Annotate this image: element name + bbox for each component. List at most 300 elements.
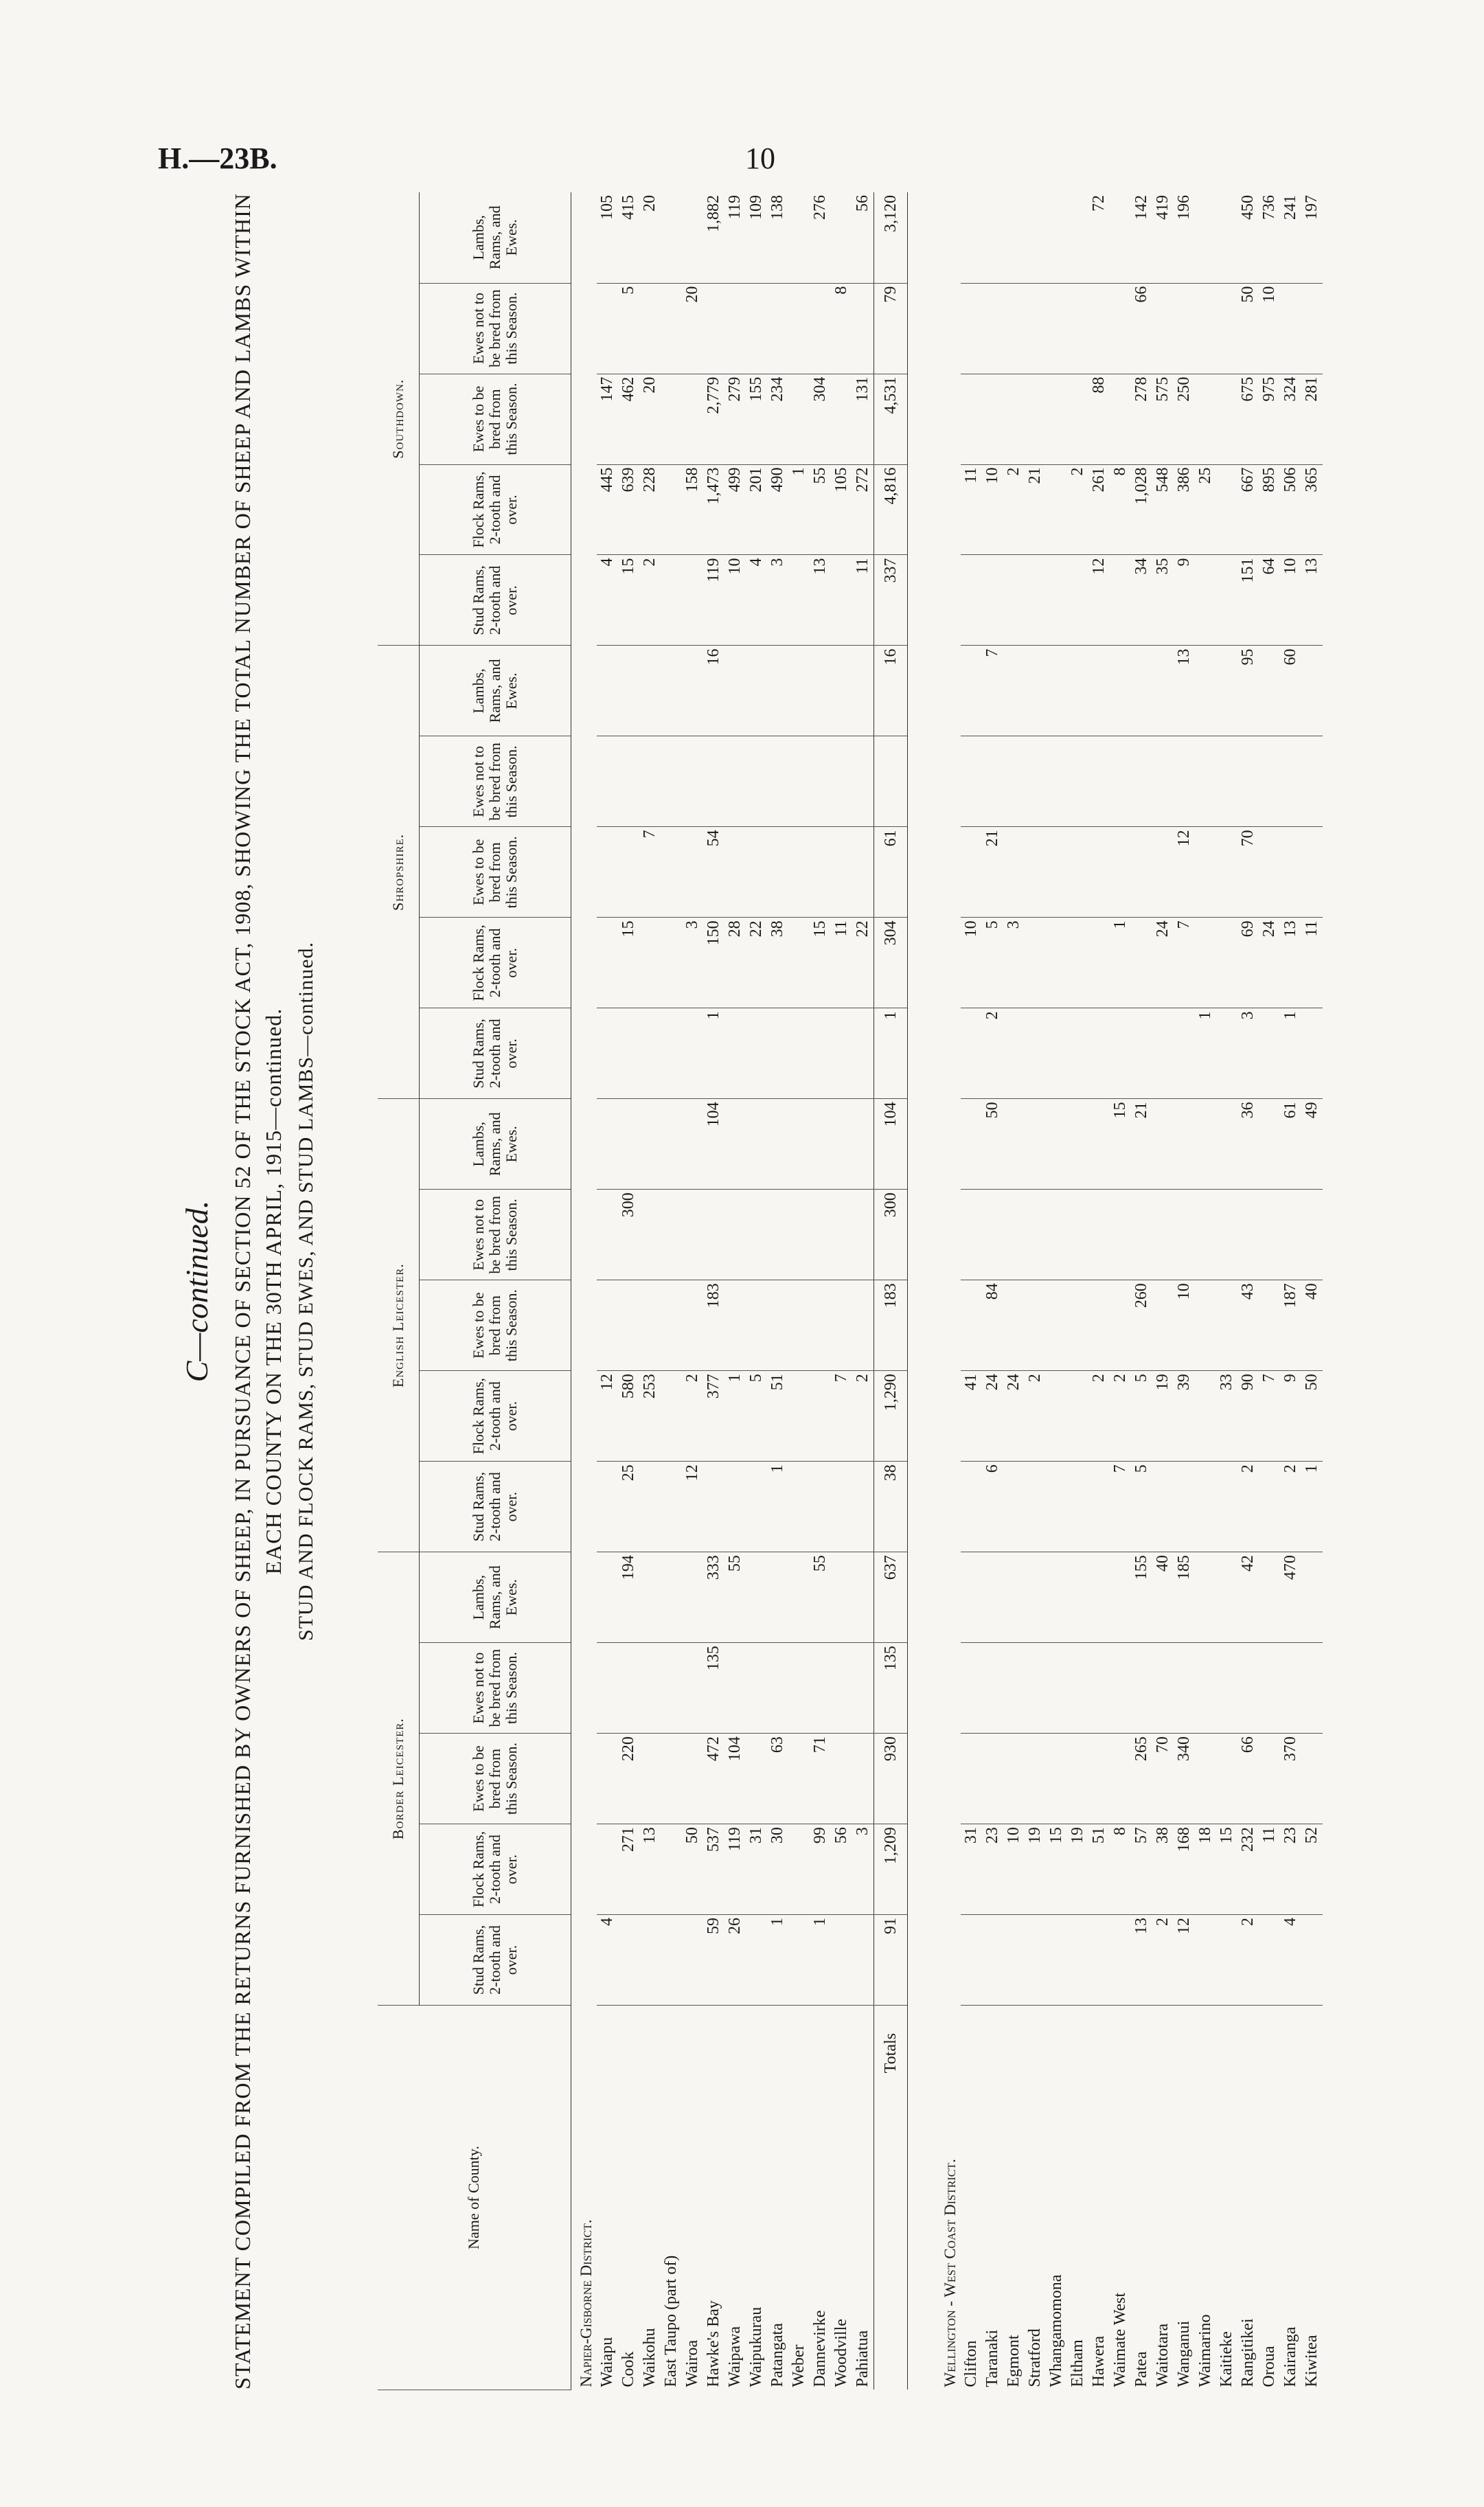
county-row xyxy=(661,192,682,2390)
value-cell xyxy=(1174,1643,1195,1734)
total-cell: 38 xyxy=(874,1462,908,1552)
value-cell xyxy=(682,1643,703,1734)
value-cell xyxy=(746,283,767,374)
value-cell xyxy=(767,1190,788,1280)
value-cell: 21 xyxy=(1131,1099,1152,1190)
value-cell: 3 xyxy=(1003,918,1025,1008)
value-cell: 24 xyxy=(1003,1371,1025,1462)
value-cell xyxy=(661,918,682,1008)
value-cell xyxy=(982,1643,1003,1734)
value-cell xyxy=(597,1099,618,1190)
county-name: Waimarino xyxy=(1196,2314,1214,2387)
value-cell: 10 xyxy=(1174,1280,1195,1371)
value-cell xyxy=(661,1099,682,1190)
value-cell xyxy=(661,464,682,555)
value-cell xyxy=(1067,374,1088,464)
value-cell xyxy=(1067,1915,1088,2006)
value-cell: 1 xyxy=(810,1915,831,2006)
value-cell xyxy=(1067,1371,1088,1462)
value-cell: 57 xyxy=(1131,1824,1152,1915)
value-cell xyxy=(831,555,852,646)
value-cell: 39 xyxy=(1174,1371,1195,1462)
value-cell xyxy=(1088,827,1110,918)
value-cell: 15 xyxy=(1216,1824,1237,1915)
value-cell xyxy=(746,1462,767,1552)
county-row xyxy=(1110,192,1131,2390)
value-cell xyxy=(1216,646,1237,736)
value-cell xyxy=(661,192,682,283)
value-cell xyxy=(1003,283,1025,374)
value-cell xyxy=(1025,1280,1046,1371)
value-cell xyxy=(788,374,810,464)
value-cell xyxy=(597,1824,618,1915)
subcolumn-header: Ewes not to be bred from this Season. xyxy=(420,283,571,374)
value-cell: 138 xyxy=(767,192,788,283)
value-cell xyxy=(1301,646,1323,736)
value-cell: 52 xyxy=(1301,1824,1323,1915)
value-cell xyxy=(1259,1552,1280,1643)
value-cell: 11 xyxy=(1259,1824,1280,1915)
value-cell: 5 xyxy=(1131,1371,1152,1462)
value-cell: 95 xyxy=(1237,646,1259,736)
value-cell xyxy=(1280,1643,1301,1734)
value-cell xyxy=(767,646,788,736)
value-cell xyxy=(597,1552,618,1643)
value-cell xyxy=(1046,646,1067,736)
value-cell: 13 xyxy=(810,555,831,646)
value-cell xyxy=(831,1462,852,1552)
section-subtitle: STUD AND FLOCK RAMS, STUD EWES, AND STUD LAMBS—continued. xyxy=(294,942,317,1641)
value-cell xyxy=(682,1008,703,1099)
value-cell xyxy=(1110,827,1131,918)
value-cell xyxy=(618,1008,639,1099)
value-cell xyxy=(639,1280,661,1371)
value-cell: 69 xyxy=(1237,918,1259,1008)
value-cell xyxy=(961,1552,982,1643)
value-cell xyxy=(1110,736,1131,827)
subcolumn-header: Flock Rams, 2-tooth and over. xyxy=(420,918,571,1008)
value-cell xyxy=(810,283,831,374)
value-cell xyxy=(1003,1643,1025,1734)
total-cell: 930 xyxy=(874,1734,908,1824)
subcolumn-header: Stud Rams, 2-tooth and over. xyxy=(420,1915,571,2006)
total-cell: 337 xyxy=(874,555,908,646)
value-cell xyxy=(1195,192,1216,283)
value-cell xyxy=(1003,1462,1025,1552)
value-cell xyxy=(788,555,810,646)
value-cell: 88 xyxy=(1088,374,1110,464)
statement-title: STATEMENT COMPILED FROM THE RETURNS FURNISHED BY OWNERS OF SHEEP, IN PURSUANCE OF SECTION 52 OF THE STOCK ACT, 1908, SHOWING THE TOTAL NUMBER OF SHEEP AND LAMBS WITHIN EACH COUNTY ON THE 30TH APRIL, 1915—continued. xyxy=(230,193,286,2390)
subcolumn-header: Ewes to be bred from this Season. xyxy=(420,827,571,918)
value-cell xyxy=(661,555,682,646)
subcolumn-header: Stud Rams, 2-tooth and over. xyxy=(420,1462,571,1552)
rotated-page-body xyxy=(179,192,1321,2390)
value-cell xyxy=(1067,1280,1088,1371)
value-cell xyxy=(1046,283,1067,374)
value-cell: 11 xyxy=(961,464,982,555)
value-cell: 84 xyxy=(982,1280,1003,1371)
value-cell xyxy=(1088,646,1110,736)
value-cell xyxy=(1195,1643,1216,1734)
value-cell xyxy=(746,646,767,736)
county-name: Waikohu xyxy=(641,2328,659,2387)
value-cell xyxy=(1003,1280,1025,1371)
value-cell xyxy=(831,827,852,918)
value-cell: 11 xyxy=(831,918,852,1008)
value-cell xyxy=(1003,1099,1025,1190)
value-cell xyxy=(1259,1915,1280,2006)
value-cell: 490 xyxy=(767,464,788,555)
value-cell xyxy=(788,827,810,918)
total-cell: 4,816 xyxy=(874,464,908,555)
value-cell: 72 xyxy=(1088,192,1110,283)
value-cell xyxy=(1088,918,1110,1008)
value-cell xyxy=(661,1643,682,1734)
value-cell xyxy=(724,1462,746,1552)
value-cell: 66 xyxy=(1237,1734,1259,1824)
value-cell xyxy=(1046,1915,1067,2006)
value-cell: 21 xyxy=(1025,464,1046,555)
value-cell xyxy=(1259,1280,1280,1371)
value-cell: 419 xyxy=(1152,192,1174,283)
value-cell: 548 xyxy=(1152,464,1174,555)
value-cell xyxy=(788,1462,810,1552)
value-cell xyxy=(1216,464,1237,555)
total-cell: 16 xyxy=(874,646,908,736)
value-cell: 197 xyxy=(1301,192,1323,283)
value-cell: 40 xyxy=(1152,1552,1174,1643)
county-row xyxy=(788,192,810,2390)
value-cell: 2 xyxy=(1025,1371,1046,1462)
value-cell xyxy=(961,1915,982,2006)
value-cell: 281 xyxy=(1301,374,1323,464)
value-cell xyxy=(788,736,810,827)
value-cell xyxy=(1067,1008,1088,1099)
value-cell xyxy=(1067,1462,1088,1552)
value-cell: 241 xyxy=(1280,192,1301,283)
value-cell xyxy=(724,1280,746,1371)
value-cell xyxy=(852,827,874,918)
county-name: Clifton xyxy=(962,2340,980,2387)
value-cell xyxy=(661,374,682,464)
value-cell xyxy=(1131,918,1152,1008)
breed-group-header: English Leicester. xyxy=(378,1099,420,1552)
value-cell: 158 xyxy=(682,464,703,555)
value-cell xyxy=(703,1462,724,1552)
value-cell xyxy=(810,1190,831,1280)
county-row xyxy=(1046,192,1067,2390)
value-cell: 50 xyxy=(1237,283,1259,374)
value-cell xyxy=(1088,1915,1110,2006)
value-cell xyxy=(597,1008,618,1099)
value-cell: 5 xyxy=(982,918,1003,1008)
value-cell xyxy=(1259,1643,1280,1734)
value-cell: 155 xyxy=(746,374,767,464)
value-cell: 2 xyxy=(1003,464,1025,555)
value-cell xyxy=(597,1190,618,1280)
value-cell xyxy=(661,827,682,918)
value-cell xyxy=(810,736,831,827)
value-cell xyxy=(746,827,767,918)
value-cell xyxy=(682,827,703,918)
breed-group-header: Southdown. xyxy=(378,192,420,646)
value-cell xyxy=(1025,736,1046,827)
value-cell: 1 xyxy=(1195,1008,1216,1099)
value-cell xyxy=(661,1552,682,1643)
county-row xyxy=(1088,192,1110,2390)
value-cell xyxy=(831,1734,852,1824)
value-cell xyxy=(1216,374,1237,464)
value-cell xyxy=(1259,1099,1280,1190)
value-cell: 6 xyxy=(982,1462,1003,1552)
value-cell xyxy=(661,1008,682,1099)
value-cell: 105 xyxy=(831,464,852,555)
value-cell xyxy=(1067,1734,1088,1824)
value-cell xyxy=(1301,283,1323,374)
value-cell xyxy=(1216,1643,1237,1734)
value-cell: 415 xyxy=(618,192,639,283)
value-cell xyxy=(1088,1280,1110,1371)
value-cell xyxy=(746,1643,767,1734)
value-cell: 340 xyxy=(1174,1734,1195,1824)
value-cell xyxy=(1174,736,1195,827)
value-cell xyxy=(1195,918,1216,1008)
value-cell xyxy=(982,1734,1003,1824)
value-cell xyxy=(1195,374,1216,464)
value-cell xyxy=(661,283,682,374)
value-cell: 7 xyxy=(1259,1371,1280,1462)
continued-label: C—continued. xyxy=(179,1200,214,1383)
value-cell xyxy=(597,1643,618,1734)
value-cell xyxy=(1195,1099,1216,1190)
value-cell xyxy=(682,646,703,736)
value-cell: 1,882 xyxy=(703,192,724,283)
value-cell xyxy=(1280,283,1301,374)
value-cell: 1 xyxy=(1280,1008,1301,1099)
value-cell xyxy=(1301,827,1323,918)
value-cell xyxy=(1259,736,1280,827)
value-cell xyxy=(597,283,618,374)
subcolumn-header: Lambs, Rams, and Ewes. xyxy=(420,646,571,736)
value-cell xyxy=(682,192,703,283)
value-cell xyxy=(961,1643,982,1734)
value-cell: 13 xyxy=(639,1824,661,1915)
page-number: 10 xyxy=(745,141,775,175)
value-cell: 56 xyxy=(831,1824,852,1915)
value-cell xyxy=(1067,1552,1088,1643)
value-cell: 13 xyxy=(1131,1915,1152,2006)
value-cell: 50 xyxy=(1301,1371,1323,1462)
value-cell: 3 xyxy=(682,918,703,1008)
value-cell xyxy=(1110,646,1131,736)
value-cell: 10 xyxy=(1280,555,1301,646)
value-cell xyxy=(852,1190,874,1280)
value-cell: 90 xyxy=(1237,1371,1259,1462)
county-name: Waitotara xyxy=(1154,2323,1172,2387)
total-cell: 183 xyxy=(874,1280,908,1371)
value-cell xyxy=(1280,1190,1301,1280)
value-cell xyxy=(1174,1099,1195,1190)
value-cell: 196 xyxy=(1174,192,1195,283)
value-cell: 36 xyxy=(1237,1099,1259,1190)
county-row xyxy=(1237,192,1259,2390)
value-cell: 119 xyxy=(724,1824,746,1915)
value-cell: 271 xyxy=(618,1824,639,1915)
value-cell: 7 xyxy=(639,827,661,918)
value-cell: 232 xyxy=(1237,1824,1259,1915)
value-cell xyxy=(961,1280,982,1371)
value-cell xyxy=(852,646,874,736)
value-cell: 278 xyxy=(1131,374,1152,464)
value-cell xyxy=(788,1008,810,1099)
value-cell: 1 xyxy=(1301,1462,1323,1552)
value-cell: 365 xyxy=(1301,464,1323,555)
value-cell xyxy=(746,1734,767,1824)
value-cell xyxy=(831,1280,852,1371)
value-cell: 66 xyxy=(1131,283,1152,374)
county-row xyxy=(682,192,703,2390)
value-cell: 1 xyxy=(703,1008,724,1099)
value-cell: 194 xyxy=(618,1552,639,1643)
value-cell: 20 xyxy=(639,374,661,464)
value-cell: 71 xyxy=(810,1734,831,1824)
value-cell xyxy=(1259,1008,1280,1099)
subcolumn-header: Lambs, Rams, and Ewes. xyxy=(420,1552,571,1643)
value-cell xyxy=(852,1099,874,1190)
totals-label: Totals xyxy=(874,2006,908,2390)
value-cell xyxy=(1110,1643,1131,1734)
value-cell xyxy=(1301,1552,1323,1643)
value-cell xyxy=(1046,1099,1067,1190)
value-cell xyxy=(1195,1371,1216,1462)
county-row xyxy=(1259,192,1280,2390)
value-cell xyxy=(1195,283,1216,374)
subcolumn-header: Ewes to be bred from this Season. xyxy=(420,374,571,464)
subcolumn-header: Ewes not to be bred from this Season. xyxy=(420,736,571,827)
value-cell xyxy=(1216,192,1237,283)
value-cell: 2 xyxy=(852,1371,874,1462)
value-cell xyxy=(1067,918,1088,1008)
value-cell: 55 xyxy=(810,1552,831,1643)
value-cell: 220 xyxy=(618,1734,639,1824)
value-cell xyxy=(788,1915,810,2006)
value-cell xyxy=(1046,555,1067,646)
value-cell xyxy=(1003,192,1025,283)
total-cell: 91 xyxy=(874,1915,908,2006)
value-cell: 70 xyxy=(1152,1734,1174,1824)
value-cell xyxy=(746,1099,767,1190)
value-cell: 34 xyxy=(1131,555,1152,646)
value-cell xyxy=(746,1280,767,1371)
value-cell xyxy=(1131,1643,1152,1734)
breed-group-header: Shropshire. xyxy=(378,646,420,1099)
total-cell xyxy=(874,736,908,827)
value-cell xyxy=(810,1643,831,1734)
value-cell: 18 xyxy=(1195,1824,1216,1915)
total-cell: 135 xyxy=(874,1643,908,1734)
value-cell xyxy=(724,1190,746,1280)
value-cell: 60 xyxy=(1280,646,1301,736)
value-cell: 43 xyxy=(1237,1280,1259,1371)
value-cell xyxy=(618,827,639,918)
value-cell xyxy=(1003,736,1025,827)
value-cell xyxy=(982,1190,1003,1280)
value-cell: 260 xyxy=(1131,1280,1152,1371)
subcolumn-header: Lambs, Rams, and Ewes. xyxy=(420,192,571,283)
value-cell xyxy=(1216,1552,1237,1643)
value-cell xyxy=(1110,374,1131,464)
value-cell xyxy=(961,192,982,283)
county-name: Waiapu xyxy=(598,2337,616,2387)
value-cell xyxy=(982,555,1003,646)
total-cell: 637 xyxy=(874,1552,908,1643)
value-cell: 155 xyxy=(1131,1552,1152,1643)
value-cell: 2 xyxy=(1088,1371,1110,1462)
value-cell: 2 xyxy=(1110,1371,1131,1462)
value-cell: 183 xyxy=(703,1280,724,1371)
value-cell xyxy=(703,283,724,374)
value-cell xyxy=(1152,1462,1174,1552)
county-name: Waipukurau xyxy=(747,2306,765,2387)
value-cell xyxy=(1237,1190,1259,1280)
value-cell: 15 xyxy=(1046,1824,1067,1915)
county-name: Patea xyxy=(1132,2351,1150,2387)
value-cell: 12 xyxy=(682,1462,703,1552)
value-cell xyxy=(767,736,788,827)
value-cell xyxy=(810,1462,831,1552)
value-cell xyxy=(1067,192,1088,283)
value-cell xyxy=(961,1008,982,1099)
value-cell: 2 xyxy=(982,1008,1003,1099)
value-cell xyxy=(1003,646,1025,736)
total-cell: 300 xyxy=(874,1190,908,1280)
county-name: Patangata xyxy=(768,2323,786,2387)
value-cell xyxy=(1195,555,1216,646)
value-cell xyxy=(1046,827,1067,918)
value-cell: 119 xyxy=(703,555,724,646)
value-cell xyxy=(1025,1099,1046,1190)
value-cell xyxy=(746,1552,767,1643)
value-cell xyxy=(1046,736,1067,827)
value-cell xyxy=(1110,1552,1131,1643)
value-cell: 10 xyxy=(982,464,1003,555)
value-cell xyxy=(1046,918,1067,1008)
value-cell: 201 xyxy=(746,464,767,555)
value-cell xyxy=(852,283,874,374)
value-cell xyxy=(1216,918,1237,1008)
value-cell: 147 xyxy=(597,374,618,464)
value-cell: 135 xyxy=(703,1643,724,1734)
value-cell xyxy=(1152,1190,1174,1280)
value-cell: 187 xyxy=(1280,1280,1301,1371)
value-cell: 667 xyxy=(1237,464,1259,555)
value-cell xyxy=(597,646,618,736)
value-cell xyxy=(1046,1643,1067,1734)
value-cell xyxy=(788,283,810,374)
county-name: Cook xyxy=(619,2351,637,2387)
value-cell xyxy=(982,736,1003,827)
county-row xyxy=(810,192,831,2390)
value-cell xyxy=(1046,1552,1067,1643)
value-cell: 2,779 xyxy=(703,374,724,464)
value-cell: 675 xyxy=(1237,374,1259,464)
value-cell: 15 xyxy=(810,918,831,1008)
value-cell: 300 xyxy=(618,1190,639,1280)
value-cell xyxy=(1195,1734,1216,1824)
value-cell xyxy=(767,1643,788,1734)
value-cell: 470 xyxy=(1280,1552,1301,1643)
value-cell: 51 xyxy=(767,1371,788,1462)
